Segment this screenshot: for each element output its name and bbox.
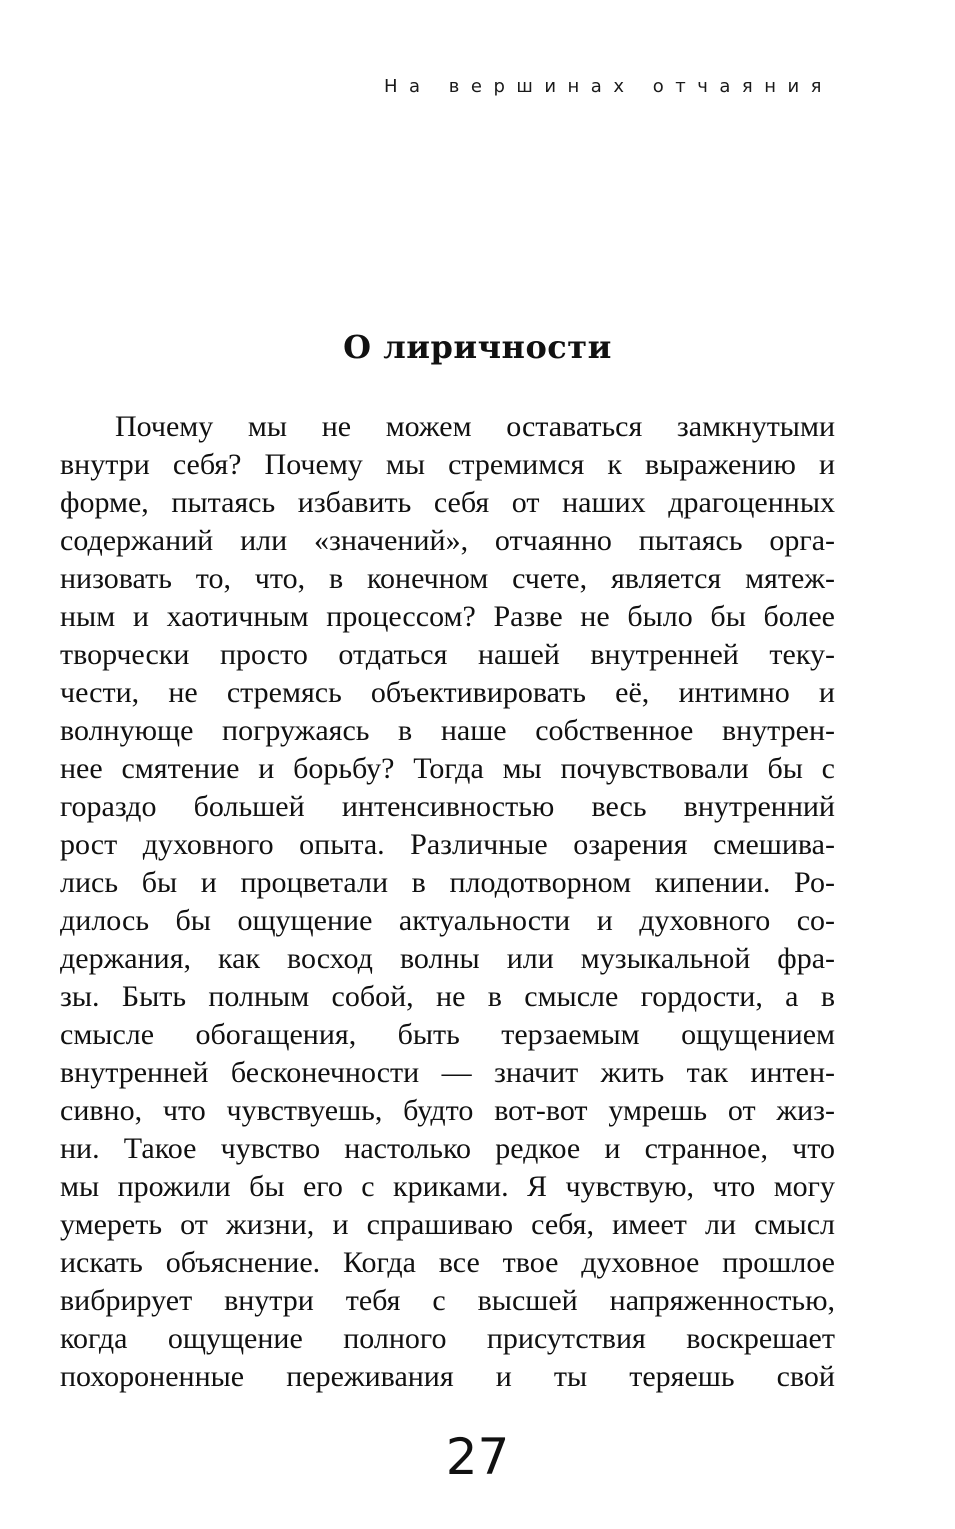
text-line: держания, как восход волны или музыкальной фра- — [60, 942, 835, 975]
text-line: внутри себя? Почему мы стремимся к выражению и — [60, 448, 835, 481]
text-line: когда ощущение полного присутствия воскрешает — [60, 1322, 835, 1355]
text-line: ным и хаотичным процессом? Разве не было бы более — [60, 600, 835, 633]
text-line: низовать то, что, в конечном счете, является мятеж- — [60, 562, 835, 595]
text-line: содержаний или «значений», отчаянно пытаясь орга- — [60, 524, 835, 557]
text-line: нее смятение и борьбу? Тогда мы почувствовали бы с — [60, 752, 835, 785]
running-header: На вершинах отчаяния — [383, 76, 833, 97]
text-line: зы. Быть полным собой, не в смысле гордости, а в — [60, 980, 835, 1013]
text-line: мы прожили бы его с криками. Я чувствую, что могу — [60, 1170, 835, 1203]
text-line: сивно, что чувствуешь, будто вот-вот умрешь от жиз- — [60, 1094, 835, 1127]
text-line: чести, не стремясь объективировать её, интимно и — [60, 676, 835, 709]
text-line: творчески просто отдаться нашей внутренней теку- — [60, 638, 835, 671]
text-line: искать объяснение. Когда все твое духовное прошлое — [60, 1246, 835, 1279]
text-line: рост духовного опыта. Различные озарения смешива- — [60, 828, 835, 861]
body-text — [60, 408, 835, 1396]
chapter-title: О лиричности — [343, 328, 612, 366]
text-line: вибрирует внутри тебя с высшей напряженностью, — [60, 1284, 835, 1317]
text-line: внутренней бесконечности — значит жить так интен- — [60, 1056, 835, 1089]
text-line: смысле обогащения, быть терзаемым ощущением — [60, 1018, 835, 1051]
text-line: умереть от жизни, и спрашиваю себя, имеет ли смысл — [60, 1208, 835, 1241]
text-line: похороненные переживания и ты теряешь свой — [60, 1360, 835, 1393]
text-line: лись бы и процветали в плодотворном кипении. Ро- — [60, 866, 835, 899]
text-line: волнующе погружаясь в наше собственное внутрен- — [60, 714, 835, 747]
text-line: гораздо большей интенсивностью весь внутренний — [60, 790, 835, 823]
text-line: дилось бы ощущение актуальности и духовного со- — [60, 904, 835, 937]
text-line: Почему мы не можем оставаться замкнутыми — [115, 410, 835, 443]
page-number: 27 — [445, 1428, 510, 1486]
text-line: форме, пытаясь избавить себя от наших драгоценных — [60, 486, 835, 519]
text-line: ни. Такое чувство настолько редкое и странное, что — [60, 1132, 835, 1165]
